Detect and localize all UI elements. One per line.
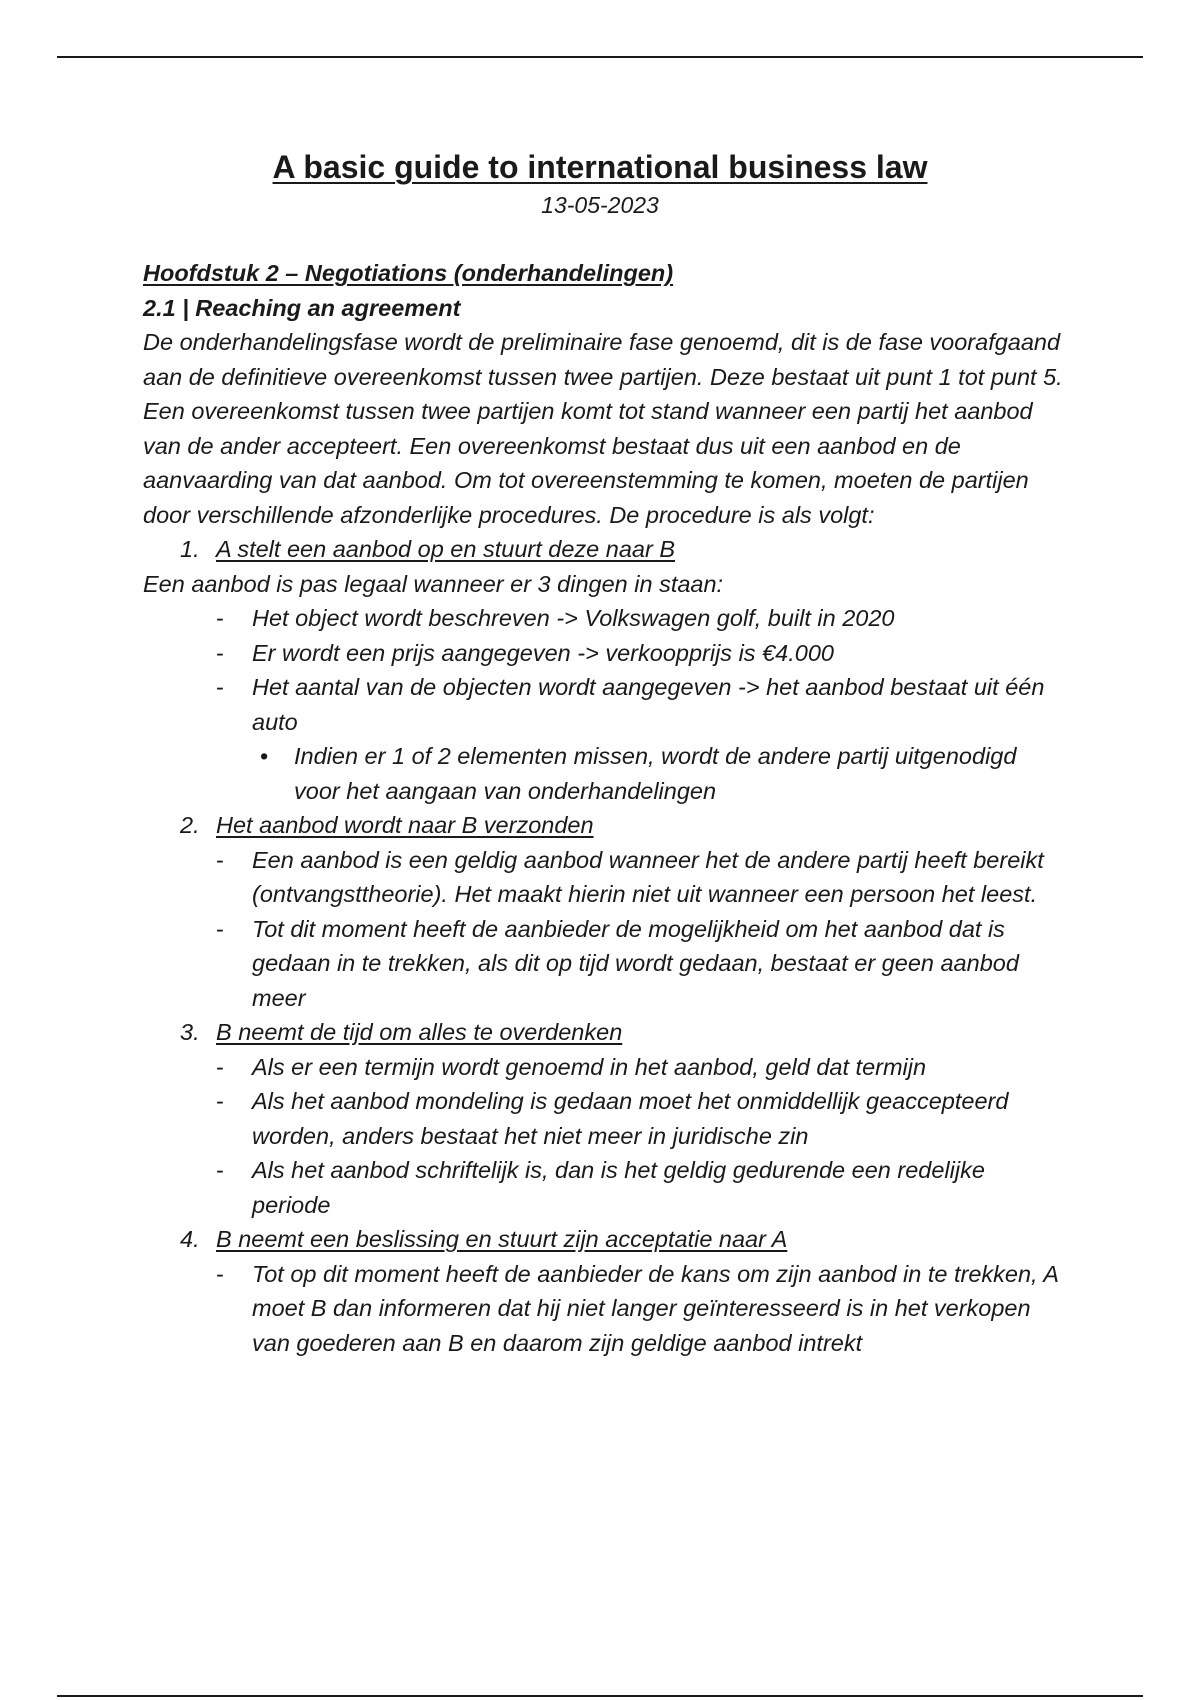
list-item: - Als het aanbod mondeling is gedaan moet het onmiddellijk geaccepteerd worden, anders bestaat het niet meer in juridische zin — [143, 1084, 1063, 1153]
paragraph: Een aanbod is pas legaal wanneer er 3 dingen in staan: — [143, 570, 724, 597]
dash-marker: - — [216, 605, 224, 631]
numbered-step — [143, 1222, 1063, 1257]
list-item: - Tot dit moment heeft de aanbieder de mogelijkheid om het aanbod dat is gedaan in te trekken, als dit op tijd wordt gedaan, bestaat er geen aanbod meer — [143, 912, 1063, 1016]
sub-list-item: • Indien er 1 of 2 elementen missen, wordt de andere partij uitgenodigd voor het aangaan van onderhandelingen — [143, 739, 1063, 808]
dash-marker: - — [216, 639, 224, 666]
list-item: - Er wordt een prijs aangegeven -> verkoopprijs is €4.000 — [143, 636, 1063, 671]
footer-rule — [57, 1695, 1143, 1697]
list-item: - Als er een termijn wordt genoemd in het aanbod, geld dat termijn — [143, 1050, 1063, 1085]
step-label: Het aanbod wordt naar B verzonden — [216, 812, 594, 838]
step-number: 2. — [180, 812, 200, 838]
document-title: A basic guide to international business law — [272, 149, 928, 185]
intro-paragraph: Een overeenkomst tussen twee partijen komt tot stand wanneer een partij het aanbod van de ander accepteert. Een overeenkomst bestaat dus uit een aanbod en de aanvaarding van dat aanbod. Om tot overeenstemming te komen, moeten de partijen door verschillende afzonderlijke procedures. De procedure is als volgt: — [143, 398, 1033, 528]
bullet-marker: • — [260, 743, 269, 769]
list-item: - Een aanbod is een geldig aanbod wanneer het de andere partij heeft bereikt (ontvangsttheorie). Het maakt hierin niet uit wanneer een persoon het leest. — [143, 843, 1063, 912]
dash-marker: - — [216, 846, 224, 873]
list-item: - Het aantal van de objecten wordt aangegeven -> het aanbod bestaat uit één auto — [143, 670, 1063, 739]
list-item: - Als het aanbod schriftelijk is, dan is het geldig gedurende een redelijke periode — [143, 1153, 1063, 1222]
dash-marker: - — [216, 674, 224, 700]
step-label: B neemt de tijd om alles te overdenken — [216, 1019, 623, 1045]
list-item: - Tot op dit moment heeft de aanbieder de kans om zijn aanbod in te trekken, A moet B dan informeren dat hij niet langer geïnteresseerd is in het verkopen van goederen aan B en daarom zijn geldige aanbod intrekt — [143, 1257, 1063, 1361]
intro-paragraph: De onderhandelingsfase wordt de preliminaire fase genoemd, dit is de fase voorafgaand aan de definitieve overeenkomst tussen twee partijen. Deze bestaat uit punt 1 tot punt 5. — [143, 329, 1063, 390]
numbered-step — [143, 808, 1063, 843]
numbered-step — [143, 1015, 1063, 1050]
step-number: 3. — [180, 1019, 200, 1045]
dash-marker: - — [216, 1053, 224, 1080]
list-item: - Het object wordt beschreven -> Volkswagen golf, built in 2020 — [143, 601, 1063, 636]
document-body — [143, 256, 1063, 1360]
dash-marker: - — [216, 1088, 224, 1114]
dash-marker: - — [216, 1157, 224, 1183]
step-number: 1. — [180, 536, 200, 562]
dash-marker: - — [216, 915, 224, 942]
chapter-heading: Hoofdstuk 2 – Negotiations (onderhandelingen) — [143, 260, 674, 286]
section-heading: 2.1 | Reaching an agreement — [143, 294, 461, 321]
numbered-step — [143, 532, 1063, 567]
header-rule — [57, 56, 1143, 58]
dash-marker: - — [216, 1260, 224, 1287]
step-label: B neemt een beslissing en stuurt zijn acceptatie naar A — [216, 1226, 788, 1252]
step-label: A stelt een aanbod op en stuurt deze naar B — [216, 536, 676, 562]
document-date: 13-05-2023 — [541, 192, 659, 218]
step-number: 4. — [180, 1226, 200, 1252]
